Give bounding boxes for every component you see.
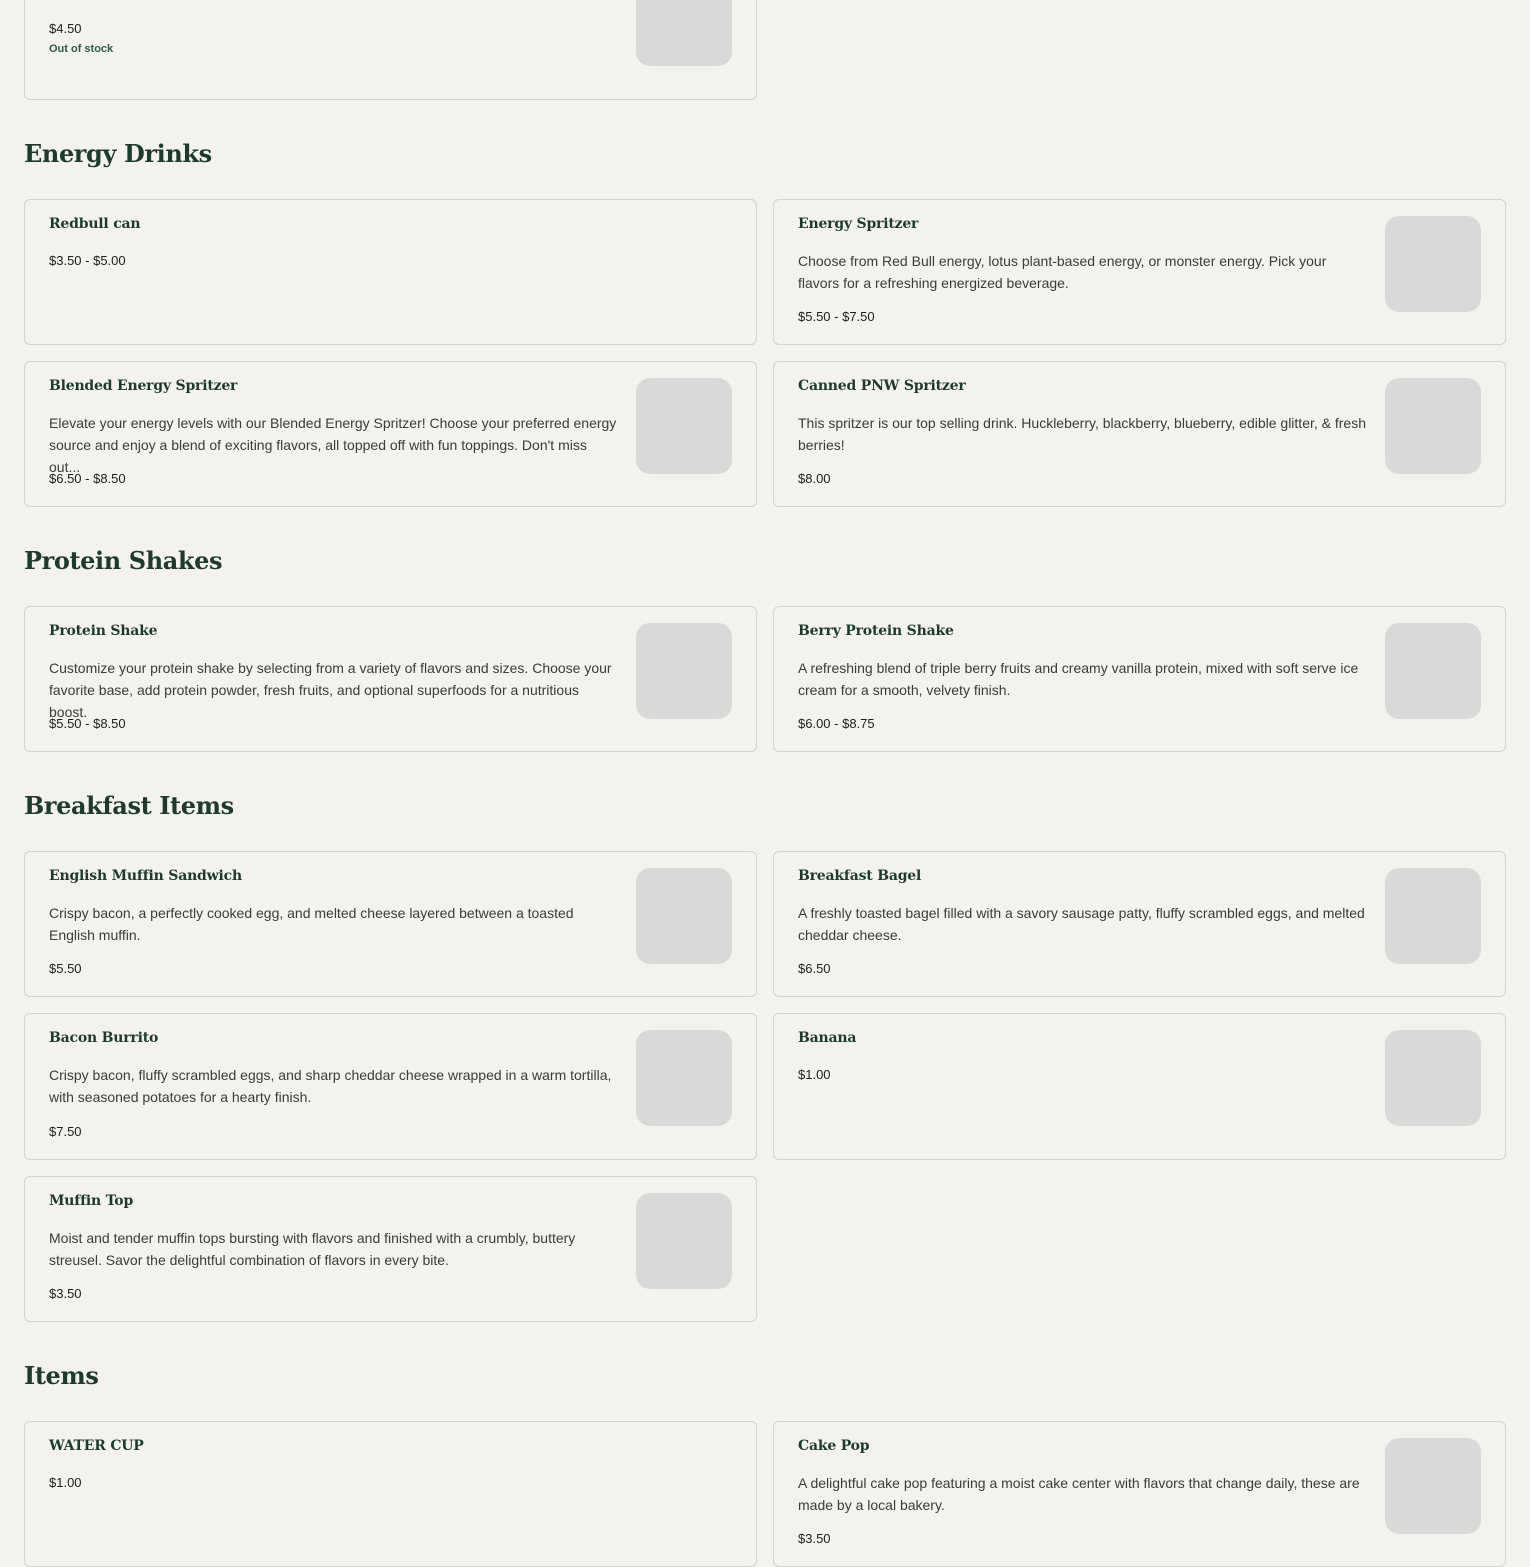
section-title: Items: [24, 1361, 99, 1390]
item-price: $5.50 - $7.50: [798, 309, 875, 324]
item-price: $4.50: [49, 21, 82, 36]
item-image: [636, 868, 732, 964]
item-title: Breakfast Bagel: [798, 868, 922, 884]
item-description: A refreshing blend of triple berry fruits and creamy vanilla protein, mixed with soft serve ice cream for a smooth, velvety finish.: [798, 660, 1359, 698]
item-image: [1385, 1030, 1481, 1126]
menu-item-card[interactable]: [24, 1176, 757, 1322]
item-price: $3.50 - $5.00: [49, 253, 126, 268]
menu-item-card[interactable]: [24, 0, 757, 100]
item-price: $5.50: [49, 961, 82, 976]
item-title: Banana: [798, 1030, 857, 1046]
item-description: Choose from Red Bull energy, lotus plant-based energy, or monster energy. Pick your flavors for a refreshing energized beverage.: [798, 253, 1327, 291]
item-price: $3.50: [798, 1531, 831, 1546]
item-image: [1385, 623, 1481, 719]
item-description: Elevate your energy levels with our Blended Energy Spritzer! Choose your preferred energy source and enjoy a blend of exciting flavors, all topped off with fun toppings. Don't miss out...: [49, 415, 617, 475]
menu-item-card[interactable]: [24, 1013, 757, 1160]
menu-item-card[interactable]: [773, 606, 1506, 752]
item-description: Crispy bacon, a perfectly cooked egg, and melted cheese layered between a toasted English muffin.: [49, 905, 574, 943]
item-price: $1.00: [49, 1475, 82, 1490]
menu-item-card[interactable]: [24, 1421, 757, 1567]
item-price: $3.50: [49, 1286, 82, 1301]
item-title: Berry Protein Shake: [798, 623, 954, 639]
menu-item-card[interactable]: [773, 1013, 1506, 1160]
item-description: This spritzer is our top selling drink. Huckleberry, blackberry, blueberry, edible glitter, & fresh berries!: [798, 415, 1367, 453]
item-price: $6.50 - $8.50: [49, 471, 126, 486]
item-image: [636, 623, 732, 719]
item-image: [636, 378, 732, 474]
item-title: Bacon Burrito: [49, 1030, 159, 1046]
section-title: Energy Drinks: [24, 139, 212, 168]
item-price: $7.50: [49, 1124, 82, 1139]
item-title: Cake Pop: [798, 1438, 870, 1454]
item-image: [1385, 378, 1481, 474]
item-price: $8.00: [798, 471, 831, 486]
section-title: Breakfast Items: [24, 791, 234, 820]
item-description: Crispy bacon, fluffy scrambled eggs, and sharp cheddar cheese wrapped in a warm tortilla, with seasoned potatoes for a hearty finish.: [49, 1067, 612, 1105]
item-description: Customize your protein shake by selecting from a variety of flavors and sizes. Choose your favorite base, add protein powder, fresh fruits, and optional superfoods for a nutritious boost.: [49, 660, 612, 720]
menu-item-card[interactable]: [773, 361, 1506, 507]
menu-item-card[interactable]: [24, 199, 757, 345]
item-title: Blended Energy Spritzer: [49, 378, 238, 394]
item-title: Canned PNW Spritzer: [798, 378, 966, 394]
item-image: [1385, 216, 1481, 312]
item-price: $5.50 - $8.50: [49, 716, 126, 731]
menu-item-card[interactable]: [24, 606, 757, 752]
menu-item-card[interactable]: [773, 851, 1506, 997]
item-title: Protein Shake: [49, 623, 158, 639]
section-title: Protein Shakes: [24, 546, 223, 575]
item-image: [1385, 1438, 1481, 1534]
item-price: $6.50: [798, 961, 831, 976]
item-image: [636, 0, 732, 66]
item-price: $6.00 - $8.75: [798, 716, 875, 731]
item-title: Muffin Top: [49, 1193, 134, 1209]
menu-item-card[interactable]: [773, 199, 1506, 345]
item-price: $1.00: [798, 1067, 831, 1082]
item-title: Redbull can: [49, 216, 141, 232]
stock-status: Out of stock: [49, 43, 114, 55]
item-description: Moist and tender muffin tops bursting with flavors and finished with a crumbly, buttery streusel. Savor the delightful combination of flavors in every bite.: [49, 1230, 576, 1268]
item-image: [636, 1193, 732, 1289]
menu-item-card[interactable]: [24, 851, 757, 997]
menu-item-card[interactable]: [24, 361, 757, 507]
item-image: [636, 1030, 732, 1126]
item-title: WATER CUP: [49, 1438, 144, 1454]
item-description: A freshly toasted bagel filled with a savory sausage patty, fluffy scrambled eggs, and melted cheddar cheese.: [798, 905, 1365, 943]
item-title: English Muffin Sandwich: [49, 868, 242, 884]
menu-item-card[interactable]: [773, 1421, 1506, 1567]
item-image: [1385, 868, 1481, 964]
item-description: A delightful cake pop featuring a moist cake center with flavors that change daily, these are made by a local bakery.: [798, 1475, 1360, 1513]
menu-page: [24, 0, 1506, 1565]
item-title: Energy Spritzer: [798, 216, 919, 232]
